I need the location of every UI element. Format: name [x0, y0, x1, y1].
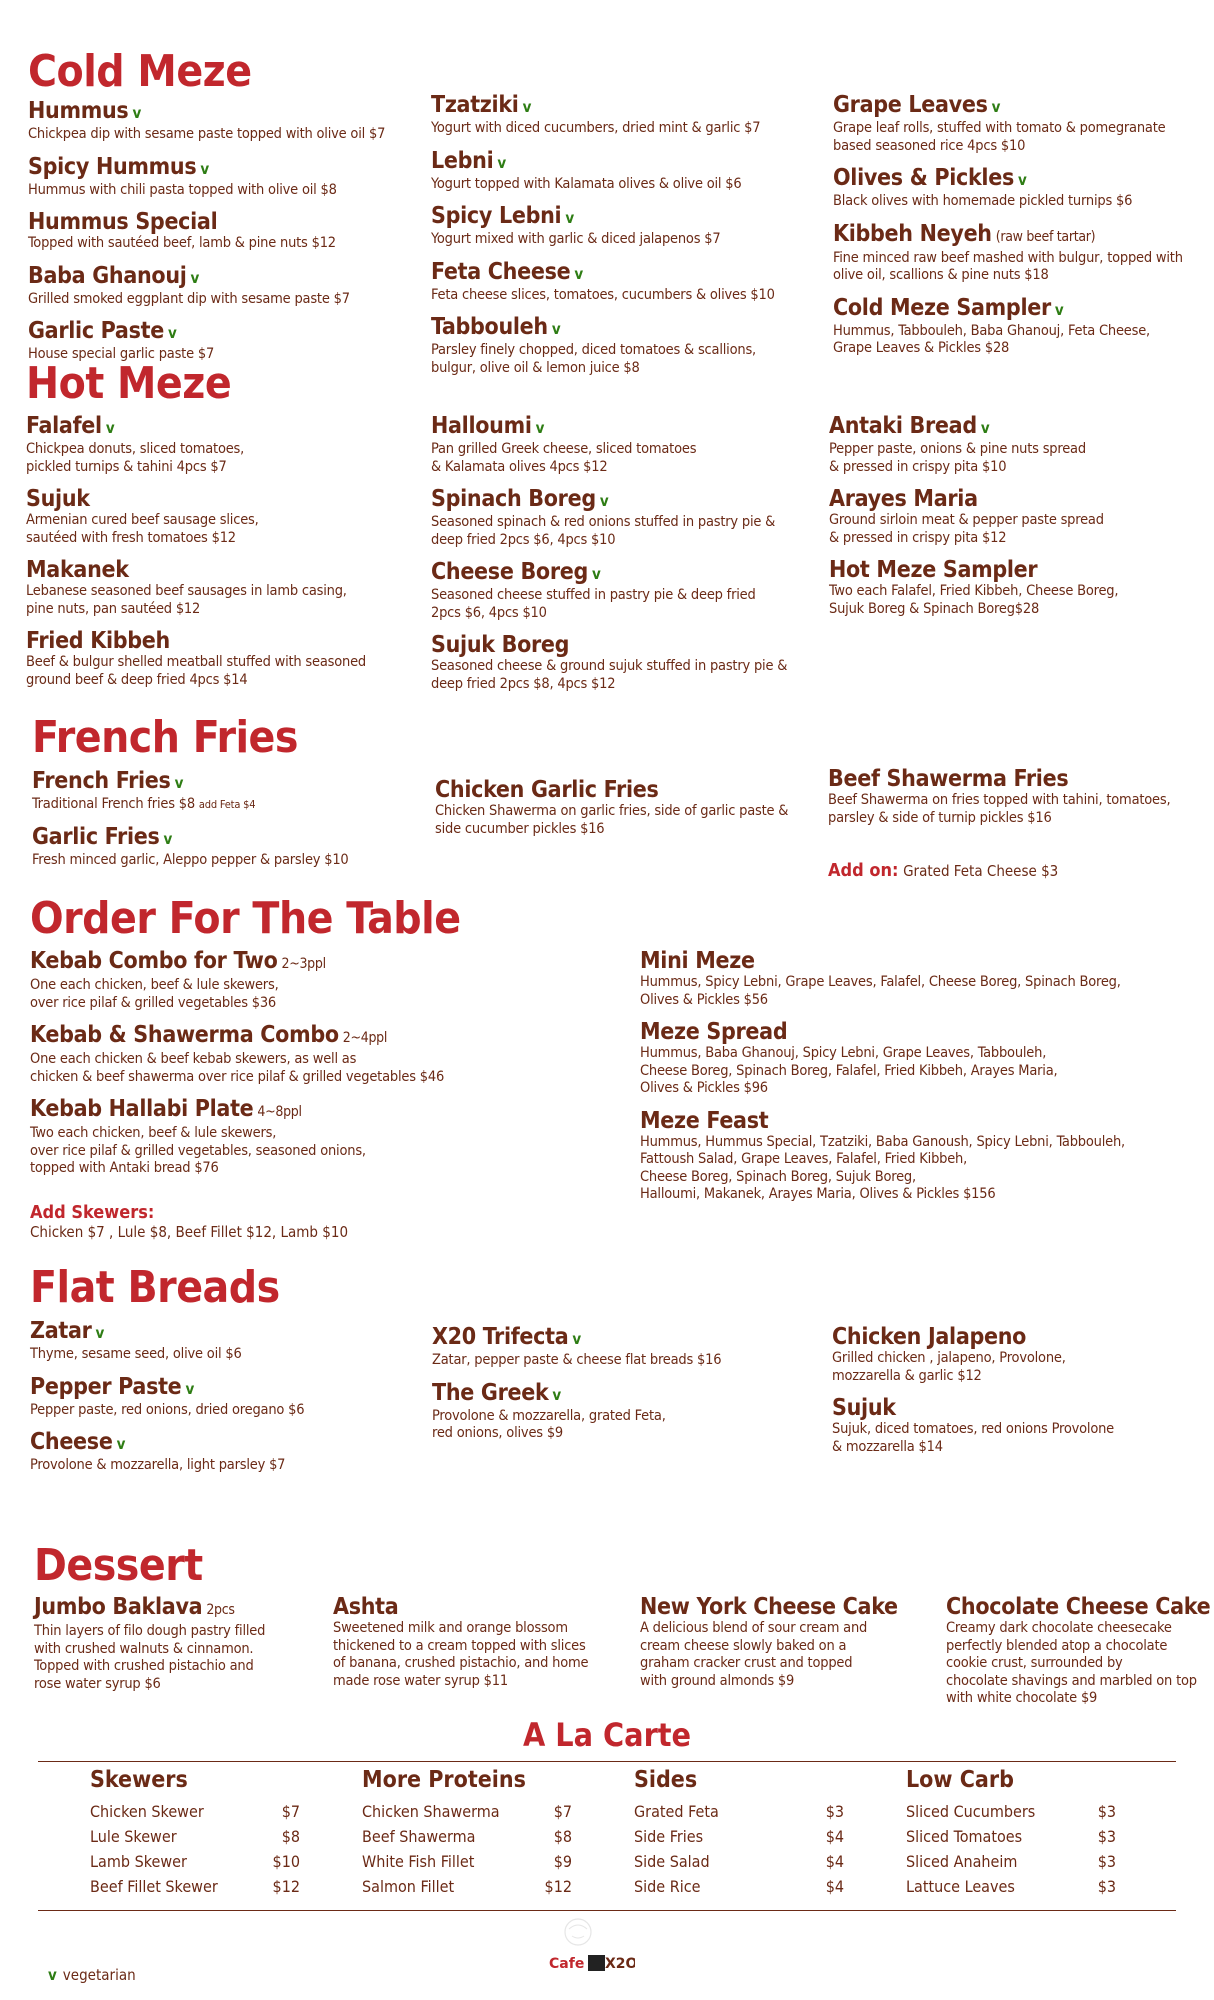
menu-item-description: Hummus with chili pasta topped with olive oil $8 — [28, 181, 337, 198]
menu-item-name: Hot Meze Sampler — [829, 557, 1038, 583]
add-skewers — [30, 1202, 348, 1241]
dessert-col-4 — [946, 1594, 1214, 1718]
cold-meze-col-1 — [28, 98, 408, 374]
ala-carte-row — [906, 1824, 1116, 1849]
order-table-col-1 — [30, 948, 490, 1188]
menu-item-name: Ashta — [333, 1594, 399, 1620]
ala-carte-item-name: Beef Fillet Skewer — [90, 1877, 218, 1896]
ala-carte-top-rule — [38, 1761, 1176, 1762]
menu-item — [829, 413, 1209, 476]
menu-item — [431, 486, 811, 549]
menu-item — [833, 221, 1213, 285]
menu-item-name: Zatar v — [30, 1318, 105, 1344]
menu-item-name: Antaki Bread v — [829, 413, 990, 439]
menu-item-name: Tabbouleh v — [431, 314, 561, 340]
hot-meze-col-3 — [829, 413, 1209, 628]
ala-carte-row — [362, 1849, 572, 1874]
menu-item — [833, 295, 1213, 358]
add-skewers-label: Add Skewers: — [30, 1202, 155, 1223]
menu-item — [28, 263, 408, 309]
menu-item — [30, 948, 490, 1012]
ala-carte-item-name: Sliced Cucumbers — [906, 1802, 1036, 1821]
menu-item — [946, 1594, 1214, 1708]
ala-carte-row — [90, 1824, 300, 1849]
menu-item-description: One each chicken, beef & lule skewers, over rice pilaf & grilled vegetables $36 — [30, 977, 279, 1011]
menu-item-name: Kibbeh Neyeh (raw beef tartar) — [833, 220, 1096, 247]
ala-carte-item-price: $3 — [1097, 1802, 1116, 1821]
menu-item — [640, 1594, 940, 1690]
menu-item-description: Creamy dark chocolate cheesecake perfectly blended atop a chocolate cookie crust, surrounded by chocolate shavings and marbled on top with white chocolate $9 — [946, 1620, 1197, 1706]
menu-item-name: Chocolate Cheese Cake — [946, 1594, 1211, 1620]
vegetarian-mark: v — [980, 419, 990, 437]
menu-item-description: Yogurt mixed with garlic & diced jalapenos $7 — [431, 231, 721, 247]
menu-item-name: Chicken Jalapeno — [832, 1324, 1027, 1350]
menu-item — [640, 948, 1200, 1009]
menu-item-name: Tzatziki v — [431, 92, 532, 118]
menu-item-name: Cold Meze Sampler v — [833, 294, 1064, 321]
menu-item — [30, 1374, 410, 1420]
menu-item — [828, 766, 1208, 827]
veg-mark: v — [48, 1966, 57, 1984]
menu-item-name: Mini Meze — [640, 948, 755, 974]
vegetarian-mark: v — [105, 419, 115, 437]
menu-item — [28, 318, 408, 364]
vegetarian-mark: v — [163, 829, 173, 848]
menu-item-description: Two each chicken, beef & lule skewers, over rice pilaf & grilled vegetables, seasoned onions, topped with Antaki bread $76 — [30, 1125, 366, 1176]
menu-item-description: Grilled smoked eggplant dip with sesame paste $7 — [28, 290, 350, 307]
addon-label: Add on: — [828, 860, 899, 881]
menu-item-description: Chicken Shawerma on garlic fries, side of garlic paste & side cucumber pickles $16 — [435, 803, 789, 837]
menu-item-name: French Fries v — [32, 768, 184, 794]
menu-item-description: Grilled chicken , jalapeno, Provolone, mozzarella & garlic $12 — [832, 1350, 1066, 1384]
ala-carte-row — [906, 1799, 1116, 1824]
ala-carte-item-price: $4 — [825, 1852, 844, 1871]
menu-item-description: Zatar, pepper paste & cheese flat breads $16 — [432, 1352, 722, 1368]
menu-item-description: Thyme, sesame seed, olive oil $6 — [30, 1346, 242, 1362]
menu-item-description: Ground sirloin meat & pepper paste spread & pressed in crispy pita $12 — [829, 512, 1104, 546]
menu-item-description: Hummus, Tabbouleh, Baba Ghanouj, Feta Cheese, Grape Leaves & Pickles $28 — [833, 322, 1150, 356]
ala-carte-item-name: Lamb Skewer — [90, 1852, 187, 1871]
ala-carte-item-name: Chicken Skewer — [90, 1802, 204, 1821]
menu-item-description: Hummus, Hummus Special, Tzatziki, Baba Ganoush, Spicy Lebni, Tabbouleh, Fattoush Salad, Grape Leaves, Falafel, Fried Kibbeh, Cheese Boreg, Spinach Boreg, Sujuk Boreg, Halloumi, Makanek, Arayes Maria, Olives & Pickles $156 — [640, 1133, 1126, 1202]
vegetarian-mark: v — [200, 159, 209, 178]
section-title-hot-meze: Hot Meze — [26, 358, 232, 409]
menu-item-qualifier: 2~4ppl — [342, 1030, 388, 1046]
ala-carte-row — [90, 1874, 300, 1899]
menu-item — [832, 1395, 1212, 1456]
menu-item-description: Lebanese seasoned beef sausages in lamb casing, pine nuts, pan sautéed $12 — [26, 583, 347, 617]
vegetarian-legend — [48, 1966, 136, 1984]
add-skewers-text: Chicken $7 , Lule $8, Beef Fillet $12, Lamb $10 — [30, 1223, 349, 1241]
menu-item-name: Sujuk — [832, 1395, 896, 1421]
menu-item-name: Pepper Paste v — [30, 1373, 194, 1400]
vegetarian-mark: v — [167, 324, 177, 342]
ala-carte-row — [90, 1849, 300, 1874]
menu-item-description: Two each Falafel, Fried Kibbeh, Cheese Boreg, Sujuk Boreg & Spinach Boreg$28 — [829, 583, 1119, 617]
hot-meze-col-2 — [431, 413, 811, 703]
menu-item-name: Falafel v — [26, 413, 115, 439]
ala-carte-item-price: $3 — [1097, 1877, 1116, 1896]
cafe-x2o-logo — [545, 1912, 635, 1982]
menu-item-name: Fried Kibbeh — [26, 628, 170, 654]
menu-item — [28, 154, 408, 200]
ala-carte-item-price: $8 — [553, 1827, 572, 1846]
veg-legend-text: vegetarian — [62, 1966, 136, 1984]
vegetarian-mark: v — [116, 1435, 126, 1453]
menu-item-description: Sujuk, diced tomatoes, red onions Provolone & mozzarella $14 — [832, 1421, 1115, 1455]
vegetarian-mark: v — [551, 320, 561, 338]
menu-item-name: Kebab Combo for Two 2~3ppl — [30, 948, 326, 974]
cold-meze-col-3 — [833, 92, 1213, 368]
menu-item-name: Beef Shawerma Fries — [828, 766, 1069, 792]
ala-carte-item-name: Salmon Fillet — [362, 1877, 455, 1896]
ala-carte-item-name: Beef Shawerma — [362, 1827, 476, 1846]
menu-item — [431, 203, 811, 249]
menu-item-description: Parsley finely chopped, diced tomatoes & scallions, bulgur, olive oil & lemon juice $8 — [431, 342, 756, 376]
ala-carte-item-name: Side Fries — [634, 1827, 704, 1846]
menu-item — [431, 632, 811, 693]
menu-item — [30, 1096, 490, 1178]
menu-item — [32, 768, 412, 814]
vegetarian-mark: v — [185, 1379, 194, 1398]
ala-carte-row — [634, 1799, 844, 1824]
flat-breads-col-3 — [832, 1324, 1212, 1466]
menu-item-name: Hummus Special — [28, 209, 218, 235]
menu-item-name: Cheese Boreg v — [431, 559, 601, 585]
menu-item-name: Meze Feast — [640, 1107, 769, 1134]
menu-item — [432, 1380, 812, 1443]
menu-item-description: Chickpea donuts, sliced tomatoes, pickled turnips & tahini 4pcs $7 — [26, 441, 245, 475]
section-title-dessert: Dessert — [34, 1540, 203, 1591]
menu-item — [431, 259, 811, 305]
order-table-col-2 — [640, 948, 1200, 1214]
ala-carte-item-price: $7 — [281, 1802, 300, 1821]
ala-carte-row — [90, 1799, 300, 1824]
ala-carte-row — [634, 1874, 844, 1899]
ala-carte-bottom-rule — [38, 1910, 1176, 1911]
french-fries-col-2 — [435, 777, 815, 848]
menu-item-name: Arayes Maria — [829, 486, 978, 512]
logo-mark-icon — [545, 1912, 635, 1982]
menu-item-name: Jumbo Baklava 2pcs — [34, 1594, 235, 1620]
flat-breads-col-2 — [432, 1324, 812, 1453]
vegetarian-mark: v — [574, 264, 583, 283]
menu-item — [431, 314, 811, 377]
menu-item-note: add Feta $4 — [198, 798, 256, 811]
menu-item-description: A delicious blend of sour cream and cream cheese slowly baked on a graham cracker crust and topped with ground almonds $9 — [640, 1620, 868, 1689]
menu-item-qualifier: 2pcs — [206, 1602, 235, 1618]
menu-item-description: Beef & bulgur shelled meatball stuffed with seasoned ground beef & deep fried 4pcs $14 — [26, 654, 367, 688]
svg-text:X2O: X2O — [605, 1956, 635, 1972]
ala-carte-column — [906, 1767, 1116, 1899]
menu-item — [32, 824, 412, 870]
menu-item-name: Spicy Lebni v — [431, 203, 574, 229]
menu-item-description: Provolone & mozzarella, grated Feta, red onions, olives $9 — [432, 1407, 666, 1441]
menu-item-description: Hummus, Spicy Lebni, Grape Leaves, Falafel, Cheese Boreg, Spinach Boreg, Olives & Pickles $56 — [640, 974, 1121, 1008]
section-title-flat-breads: Flat Breads — [30, 1262, 280, 1313]
ala-carte-item-name: Sliced Tomatoes — [906, 1827, 1023, 1846]
dessert-col-3 — [640, 1594, 940, 1700]
section-title-order-table: Order For The Table — [30, 893, 461, 944]
ala-carte-item-price: $3 — [1097, 1827, 1116, 1846]
menu-item-name: Sujuk — [26, 486, 90, 512]
menu-item-description: Chickpea dip with sesame paste topped with olive oil $7 — [28, 126, 386, 142]
menu-item-description: Beef Shawerma on fries topped with tahini, tomatoes, parsley & side of turnip pickles $16 — [828, 792, 1171, 826]
menu-item — [333, 1594, 633, 1690]
ala-carte-item-price: $7 — [553, 1802, 572, 1821]
menu-item — [640, 1108, 1200, 1204]
menu-item-description: Armenian cured beef sausage slices, sautéed with fresh tomatoes $12 — [26, 512, 259, 546]
menu-item — [30, 1318, 410, 1364]
ala-carte-item-name: Lule Skewer — [90, 1827, 177, 1846]
ala-carte-item-name: Side Salad — [634, 1852, 710, 1871]
dessert-col-2 — [333, 1594, 633, 1700]
menu-item — [431, 413, 811, 476]
ala-carte-row — [362, 1824, 572, 1849]
ala-carte-item-name: Chicken Shawerma — [362, 1802, 500, 1821]
menu-item — [832, 1324, 1212, 1385]
ala-carte-item-name: Sliced Anaheim — [906, 1852, 1018, 1871]
menu-item-name: Lebni v — [431, 147, 506, 174]
ala-carte-item-price: $8 — [281, 1827, 300, 1846]
menu-item-name: Sujuk Boreg — [431, 632, 570, 658]
vegetarian-mark: v — [535, 419, 545, 437]
ala-carte-row — [362, 1799, 572, 1824]
ala-carte-item-price: $4 — [825, 1877, 844, 1896]
menu-item — [431, 92, 811, 138]
menu-item-description: Feta cheese slices, tomatoes, cucumbers & olives $10 — [431, 286, 775, 303]
menu-item-description: One each chicken & beef kebab skewers, as well as chicken & beef shawerma over rice pilaf & grilled vegetables $46 — [30, 1051, 445, 1085]
vegetarian-mark: v — [497, 153, 506, 172]
menu-item-description: Seasoned cheese stuffed in pastry pie & deep fried 2pcs $6, 4pcs $10 — [431, 587, 756, 621]
french-fries-col-1 — [32, 768, 412, 879]
menu-item-description: Hummus, Baba Ghanouj, Spicy Lebni, Grape Leaves, Tabbouleh, Cheese Boreg, Spinach Boreg, Falafel, Fried Kibbeh, Arayes Maria, Olives & Pickles $96 — [640, 1045, 1058, 1096]
section-title-french-fries: French Fries — [32, 712, 298, 763]
menu-item-name: Spinach Boreg v — [431, 486, 609, 512]
flat-breads-col-1 — [30, 1318, 410, 1485]
menu-item-qualifier: 2~3ppl — [281, 956, 326, 972]
ala-carte-heading: Sides — [634, 1767, 698, 1793]
vegetarian-mark: v — [991, 98, 1001, 116]
ala-carte-row — [634, 1849, 844, 1874]
menu-item-name: Cheese v — [30, 1429, 126, 1455]
menu-item — [28, 98, 408, 144]
svg-text:Cafe: Cafe — [549, 1956, 585, 1972]
section-title-cold-meze: Cold Meze — [28, 46, 252, 97]
ala-carte-row — [906, 1874, 1116, 1899]
menu-item — [431, 559, 811, 622]
ala-carte-item-name: Side Rice — [634, 1877, 701, 1896]
menu-item-name: Halloumi v — [431, 413, 545, 439]
menu-item-description: Grape leaf rolls, stuffed with tomato & pomegranate based seasoned rice 4pcs $10 — [833, 120, 1166, 154]
french-fries-col-3 — [828, 766, 1208, 837]
vegetarian-mark: v — [95, 1324, 105, 1342]
menu-item-description: House special garlic paste $7 — [28, 346, 215, 362]
ala-carte-item-price: $3 — [1097, 1852, 1116, 1871]
menu-item-qualifier: 4~8ppl — [257, 1104, 302, 1120]
dessert-col-1 — [34, 1594, 334, 1703]
ala-carte-item-name: Grated Feta — [634, 1802, 719, 1821]
menu-item — [432, 1324, 812, 1370]
ala-carte-column — [634, 1767, 844, 1899]
addon-text: Grated Feta Cheese $3 — [903, 862, 1059, 880]
vegetarian-mark: v — [565, 209, 574, 227]
menu-item-name: Garlic Paste v — [28, 318, 177, 344]
hot-meze-col-1 — [26, 413, 406, 699]
menu-item — [30, 1429, 410, 1475]
menu-item-description: Provolone & mozzarella, light parsley $7 — [30, 1457, 286, 1473]
menu-item — [829, 486, 1209, 547]
vegetarian-mark: v — [1054, 300, 1064, 319]
menu-item-name: Kebab & Shawerma Combo 2~4ppl — [30, 1022, 388, 1048]
menu-item-name: Hummus v — [28, 98, 141, 124]
ala-carte-title: A La Carte — [522, 1716, 692, 1754]
vegetarian-mark: v — [132, 104, 141, 122]
menu-item-description: Seasoned cheese & ground sujuk stuffed in pastry pie & deep fried 2pcs $8, 4pcs $12 — [431, 658, 788, 692]
menu-item-description: Fine minced raw beef mashed with bulgur, topped with olive oil, scallions & pine nuts $18 — [833, 249, 1183, 283]
ala-carte-item-price: $12 — [272, 1877, 300, 1896]
ala-carte-row — [634, 1824, 844, 1849]
vegetarian-mark: v — [599, 492, 609, 510]
ala-carte-item-name: Lattuce Leaves — [906, 1877, 1015, 1896]
menu-item-description: Pepper paste, red onions, dried oregano $6 — [30, 1401, 305, 1418]
menu-item-name: Olives & Pickles v — [833, 165, 1027, 191]
vegetarian-mark: v — [592, 565, 601, 583]
menu-item — [34, 1594, 334, 1693]
menu-item-name: X20 Trifecta v — [432, 1324, 581, 1350]
ala-carte-item-price: $4 — [825, 1827, 844, 1846]
menu-item-description: Yogurt topped with Kalamata olives & olive oil $6 — [431, 175, 742, 192]
ala-carte-heading: Low Carb — [906, 1767, 1014, 1793]
vegetarian-mark: v — [174, 774, 184, 792]
ala-carte-item-price: $12 — [544, 1877, 572, 1896]
menu-item-qualifier: (raw beef tartar) — [995, 228, 1096, 245]
menu-item-description: Pepper paste, onions & pine nuts spread & pressed in crispy pita $10 — [829, 441, 1086, 475]
menu-item-name: Baba Ghanouj v — [28, 262, 200, 289]
menu-item-description: Fresh minced garlic, Aleppo pepper & parsley $10 — [32, 851, 349, 868]
menu-item — [30, 1022, 490, 1086]
vegetarian-mark: v — [190, 268, 200, 287]
vegetarian-mark: v — [572, 1330, 581, 1348]
ala-carte-row — [362, 1874, 572, 1899]
menu-item-description: Thin layers of filo dough pastry filled with crushed walnuts & cinnamon. Topped with crushed pistachio and rose water syrup $6 — [34, 1623, 266, 1692]
ala-carte-heading: More Proteins — [362, 1767, 526, 1793]
menu-item — [431, 148, 811, 194]
ala-carte-column — [90, 1767, 300, 1899]
menu-item-name: Chicken Garlic Fries — [435, 777, 659, 803]
menu-item — [829, 557, 1209, 618]
menu-item-name: The Greek v — [432, 1379, 561, 1406]
menu-item — [26, 486, 406, 547]
menu-item-description: Topped with sautéed beef, lamb & pine nuts $12 — [28, 235, 336, 251]
ala-carte-heading: Skewers — [90, 1767, 188, 1793]
ala-carte-item-price: $9 — [553, 1852, 572, 1871]
ala-carte-item-price: $10 — [272, 1852, 300, 1871]
menu-item-description: Black olives with homemade pickled turnips $6 — [833, 193, 1133, 209]
menu-item-name: Makanek — [26, 557, 129, 583]
menu-item — [26, 628, 406, 689]
menu-item-name: Garlic Fries v — [32, 823, 173, 850]
menu-item — [640, 1019, 1200, 1098]
menu-item-name: New York Cheese Cake — [640, 1594, 898, 1620]
menu-item — [26, 557, 406, 618]
ala-carte-item-price: $3 — [825, 1802, 844, 1821]
menu-item-name: Meze Spread — [640, 1019, 788, 1045]
menu-item — [833, 165, 1213, 211]
menu-item-name: Feta Cheese v — [431, 258, 583, 285]
menu-item-name: Kebab Hallabi Plate 4~8ppl — [30, 1096, 302, 1122]
menu-item — [833, 92, 1213, 155]
vegetarian-mark: v — [522, 98, 532, 116]
menu-item-description: Sweetened milk and orange blossom thickened to a cream topped with slices of banana, crushed pistachio, and home made rose water syrup $11 — [333, 1620, 589, 1689]
menu-item — [28, 209, 408, 253]
menu-item — [435, 777, 815, 838]
menu-item-description: Yogurt with diced cucumbers, dried mint & garlic $7 — [431, 120, 761, 136]
cold-meze-col-2 — [431, 92, 811, 387]
ala-carte-column — [362, 1767, 572, 1899]
menu-item-name: Spicy Hummus v — [28, 153, 209, 180]
menu-item-name: Grape Leaves v — [833, 92, 1001, 118]
menu-item-description: Pan grilled Greek cheese, sliced tomatoes & Kalamata olives 4pcs $12 — [431, 441, 697, 475]
fries-addon — [828, 860, 1058, 881]
menu-item — [26, 413, 406, 476]
ala-carte-item-name: White Fish Fillet — [362, 1852, 475, 1871]
menu-item-description: Traditional French fries $8 add Feta $4 — [32, 796, 256, 812]
vegetarian-mark: v — [552, 1385, 561, 1404]
ala-carte-row — [906, 1849, 1116, 1874]
menu-item-description: Seasoned spinach & red onions stuffed in pastry pie & deep fried 2pcs $6, 4pcs $10 — [431, 514, 776, 548]
vegetarian-mark: v — [1017, 171, 1027, 189]
